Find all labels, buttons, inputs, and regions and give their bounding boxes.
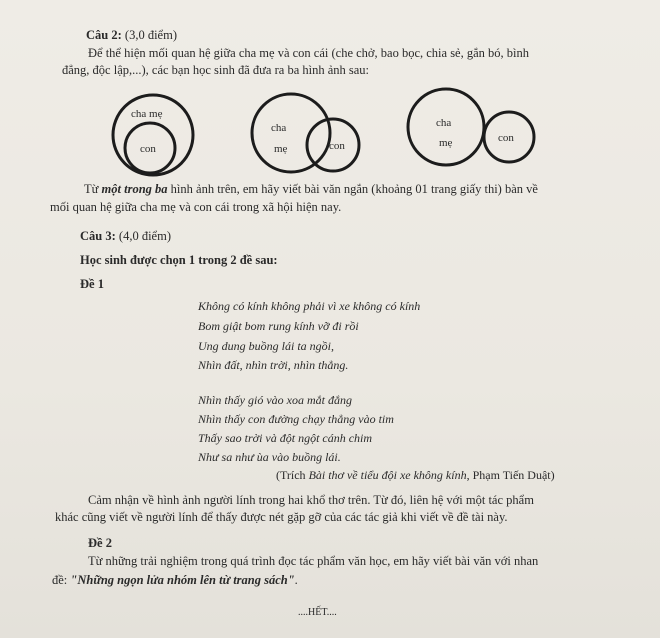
- option-2-line1: Từ những trải nghiệm trong quá trình đọc tác phẩm văn học, em hãy viết bài văn với nhan: [88, 554, 539, 568]
- option-2-label: Đề 2: [88, 536, 112, 550]
- citation-post: , Phạm Tiến Duật): [466, 468, 555, 482]
- poem-line-4: Nhìn đất, nhìn trời, nhìn thẳng.: [198, 358, 349, 372]
- option-2-line2: [52, 572, 298, 588]
- question-2-task-line1: [84, 181, 538, 197]
- poem-line-6: Nhìn thấy con đường chạy thẳng vào tim: [198, 412, 394, 426]
- diagram1-outer-label: cha mẹ: [131, 108, 163, 120]
- option-1-task-line1: Cảm nhận về hình ảnh người lính trong hai khổ thơ trên. Từ đó, liên hệ với một tác phẩm: [88, 493, 534, 507]
- poem-citation: [276, 467, 555, 483]
- diagram2-left-top-label: cha: [271, 122, 287, 134]
- option-1-label: Đề 1: [80, 277, 104, 291]
- end-marker: ....HẾT....: [298, 607, 337, 618]
- diagram2-left-bottom-label: mẹ: [274, 143, 288, 155]
- question-3-header: [80, 228, 171, 244]
- task-post: hình ảnh trên, em hãy viết bài văn ngắn (khoảng 01 trang giấy thi) bàn về: [167, 182, 538, 196]
- diagram3-right-label: con: [498, 132, 514, 144]
- poem-line-2: Bom giật bom rung kính vỡ đi rồi: [198, 319, 359, 333]
- option-2-essay-title: "Những ngọn lửa nhóm lên từ trang sách": [70, 573, 295, 587]
- diagram1-inner-label: con: [140, 143, 156, 155]
- citation-pre: (Trích: [276, 468, 309, 482]
- task-pre: Từ: [84, 182, 102, 196]
- diagram2-right-label: con: [329, 140, 345, 152]
- question-2-task-line2: mối quan hệ giữa cha mẹ và con cái trong xã hội hiện nay.: [50, 200, 342, 214]
- diagram-separate-circles: [408, 89, 534, 165]
- poem-line-3: Ung dung buồng lái ta ngồi,: [198, 339, 335, 353]
- diagram2-left-circle: [252, 94, 330, 172]
- poem-line-8: Như sa như ùa vào buồng lái.: [198, 450, 341, 464]
- question-2-intro-line2: đẳng, độc lập,...), các bạn học sinh đã đưa ra ba hình ảnh sau:: [62, 63, 370, 77]
- diagram-overlapping-circles: [252, 94, 359, 172]
- citation-title: Bài thơ về tiểu đội xe không kính: [308, 468, 467, 482]
- relationship-diagrams: [0, 0, 660, 200]
- question-3-score: (4,0 điểm): [118, 229, 171, 243]
- poem-line-5: Nhìn thấy gió vào xoa mắt đắng: [198, 393, 352, 407]
- diagram-nested-circles: [113, 95, 193, 175]
- question-2-intro-line1: Để thể hiện mối quan hệ giữa cha mẹ và con cái (che chở, bao bọc, chia sẻ, gắn bó, bình: [88, 46, 530, 60]
- diagram1-outer-circle: [113, 95, 193, 175]
- question-2-title: Câu 2:: [86, 28, 122, 42]
- option-1-task-line2: khác cũng viết về người lính để thấy được nét gặp gỡ của các tác giả khi viết về đề tài này.: [55, 510, 508, 524]
- diagram3-left-top-label: cha: [436, 117, 452, 129]
- question-2-score: (3,0 điểm): [124, 28, 177, 42]
- diagram3-left-bottom-label: mẹ: [439, 137, 453, 149]
- task-emphasis: một trong ba: [101, 182, 168, 196]
- question-3-title: Câu 3:: [80, 229, 116, 243]
- poem-line-1: Không có kính không phải vì xe không có kính: [198, 299, 421, 313]
- option-2-post: .: [294, 573, 298, 587]
- poem-line-7: Thấy sao trời và đột ngột cánh chim: [198, 431, 373, 445]
- option-2-pre: đề:: [52, 573, 71, 587]
- question-3-choose: Học sinh được chọn 1 trong 2 đề sau:: [80, 253, 278, 267]
